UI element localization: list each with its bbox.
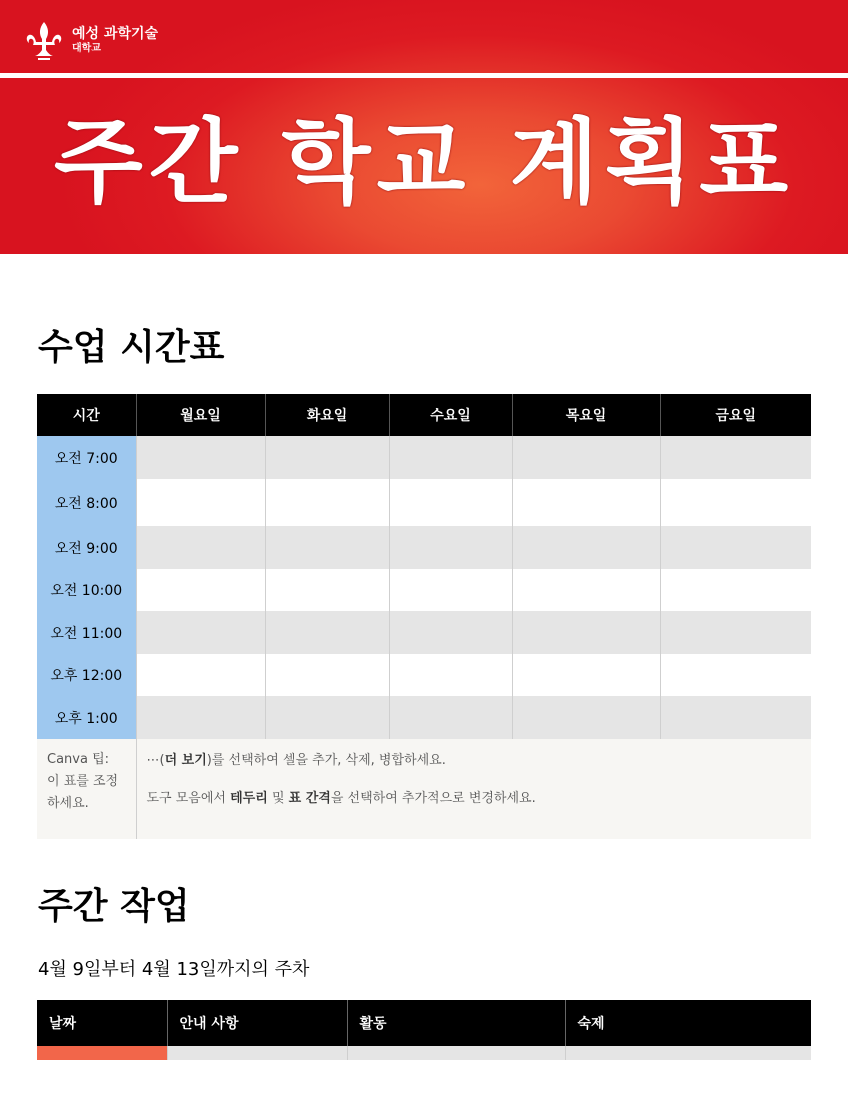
schedule-cell[interactable]	[389, 436, 512, 479]
header-time: 시간	[37, 394, 136, 436]
schedule-cell[interactable]	[265, 696, 389, 739]
schedule-cell[interactable]	[512, 696, 660, 739]
schedule-cell[interactable]	[389, 479, 512, 526]
schedule-cell[interactable]	[389, 569, 512, 611]
timetable-header-row	[37, 394, 811, 436]
table-row	[37, 1046, 811, 1060]
schedule-cell[interactable]	[512, 569, 660, 611]
schedule-cell[interactable]	[660, 569, 811, 611]
time-cell: 오전 9:00	[37, 526, 136, 569]
date-cell[interactable]	[37, 1046, 167, 1060]
weekly-heading: 주간 작업	[38, 886, 190, 927]
schedule-cell[interactable]	[136, 526, 265, 569]
schedule-cell[interactable]	[512, 611, 660, 654]
schedule-cell[interactable]	[136, 654, 265, 696]
schedule-cell[interactable]	[660, 526, 811, 569]
schedule-cell[interactable]	[136, 436, 265, 479]
schedule-cell[interactable]	[660, 654, 811, 696]
activity-cell[interactable]	[347, 1046, 565, 1060]
page-title: 주간 학교 계획표	[53, 109, 795, 216]
school-brand	[72, 26, 158, 55]
header-thursday: 목요일	[512, 394, 660, 436]
tip-line-1: ⋯(더 보기)를 선택하여 셀을 추가, 삭제, 병합하세요.	[146, 753, 446, 768]
schedule-cell[interactable]	[660, 611, 811, 654]
schedule-cell[interactable]	[136, 696, 265, 739]
notice-cell[interactable]	[167, 1046, 347, 1060]
schedule-cell[interactable]	[265, 611, 389, 654]
schedule-cell[interactable]	[136, 569, 265, 611]
schedule-cell[interactable]	[265, 654, 389, 696]
header-divider	[0, 73, 848, 78]
tip-label: Canva 팁: 이 표를 조정하세요.	[37, 739, 136, 839]
schedule-cell[interactable]	[136, 611, 265, 654]
time-cell: 오전 11:00	[37, 611, 136, 654]
schedule-cell[interactable]	[389, 526, 512, 569]
header-date: 날짜	[37, 1000, 167, 1046]
fleur-de-lis-icon	[26, 20, 62, 60]
school-name: 예성 과학기술	[72, 26, 159, 42]
tip-body	[136, 739, 811, 839]
time-cell: 오후 1:00	[37, 696, 136, 739]
schedule-cell[interactable]	[660, 479, 811, 526]
schedule-cell[interactable]	[265, 436, 389, 479]
schedule-cell[interactable]	[389, 654, 512, 696]
schedule-cell[interactable]	[512, 436, 660, 479]
schedule-cell[interactable]	[265, 569, 389, 611]
schedule-cell[interactable]	[512, 654, 660, 696]
schedule-cell[interactable]	[265, 526, 389, 569]
time-cell: 오후 12:00	[37, 654, 136, 696]
table-row	[37, 696, 811, 739]
header-tuesday: 화요일	[265, 394, 389, 436]
schedule-cell[interactable]	[512, 479, 660, 526]
header-friday: 금요일	[660, 394, 811, 436]
schedule-cell[interactable]	[389, 611, 512, 654]
time-cell: 오전 8:00	[37, 479, 136, 526]
time-cell: 오전 10:00	[37, 569, 136, 611]
header-notices: 안내 사항	[167, 1000, 347, 1046]
table-row	[37, 654, 811, 696]
table-row	[37, 479, 811, 526]
table-row	[37, 436, 811, 479]
tip-line-2: 도구 모음에서 테두리 및 표 간격을 선택하여 추가적으로 변경하세요.	[146, 791, 536, 806]
header-wednesday: 수요일	[389, 394, 512, 436]
table-row	[37, 526, 811, 569]
table-row	[37, 569, 811, 611]
header-activities: 활동	[347, 1000, 565, 1046]
header-monday: 월요일	[136, 394, 265, 436]
time-cell: 오전 7:00	[37, 436, 136, 479]
schedule-cell[interactable]	[136, 479, 265, 526]
class-timetable	[37, 394, 811, 839]
header-homework: 숙제	[565, 1000, 811, 1046]
canva-tip-row	[37, 739, 811, 839]
schedule-cell[interactable]	[512, 526, 660, 569]
homework-cell[interactable]	[565, 1046, 811, 1060]
weekly-tasks-table	[37, 1000, 811, 1060]
weekly-header-row	[37, 1000, 811, 1046]
schedule-cell[interactable]	[389, 696, 512, 739]
schedule-cell[interactable]	[660, 436, 811, 479]
schedule-cell[interactable]	[660, 696, 811, 739]
header-banner	[0, 0, 848, 254]
week-range: 4월 9일부터 4월 13일까지의 주차	[38, 959, 310, 980]
table-row	[37, 611, 811, 654]
timetable-heading: 수업 시간표	[38, 327, 225, 368]
school-subtitle: 대학교	[72, 43, 101, 54]
schedule-cell[interactable]	[265, 479, 389, 526]
